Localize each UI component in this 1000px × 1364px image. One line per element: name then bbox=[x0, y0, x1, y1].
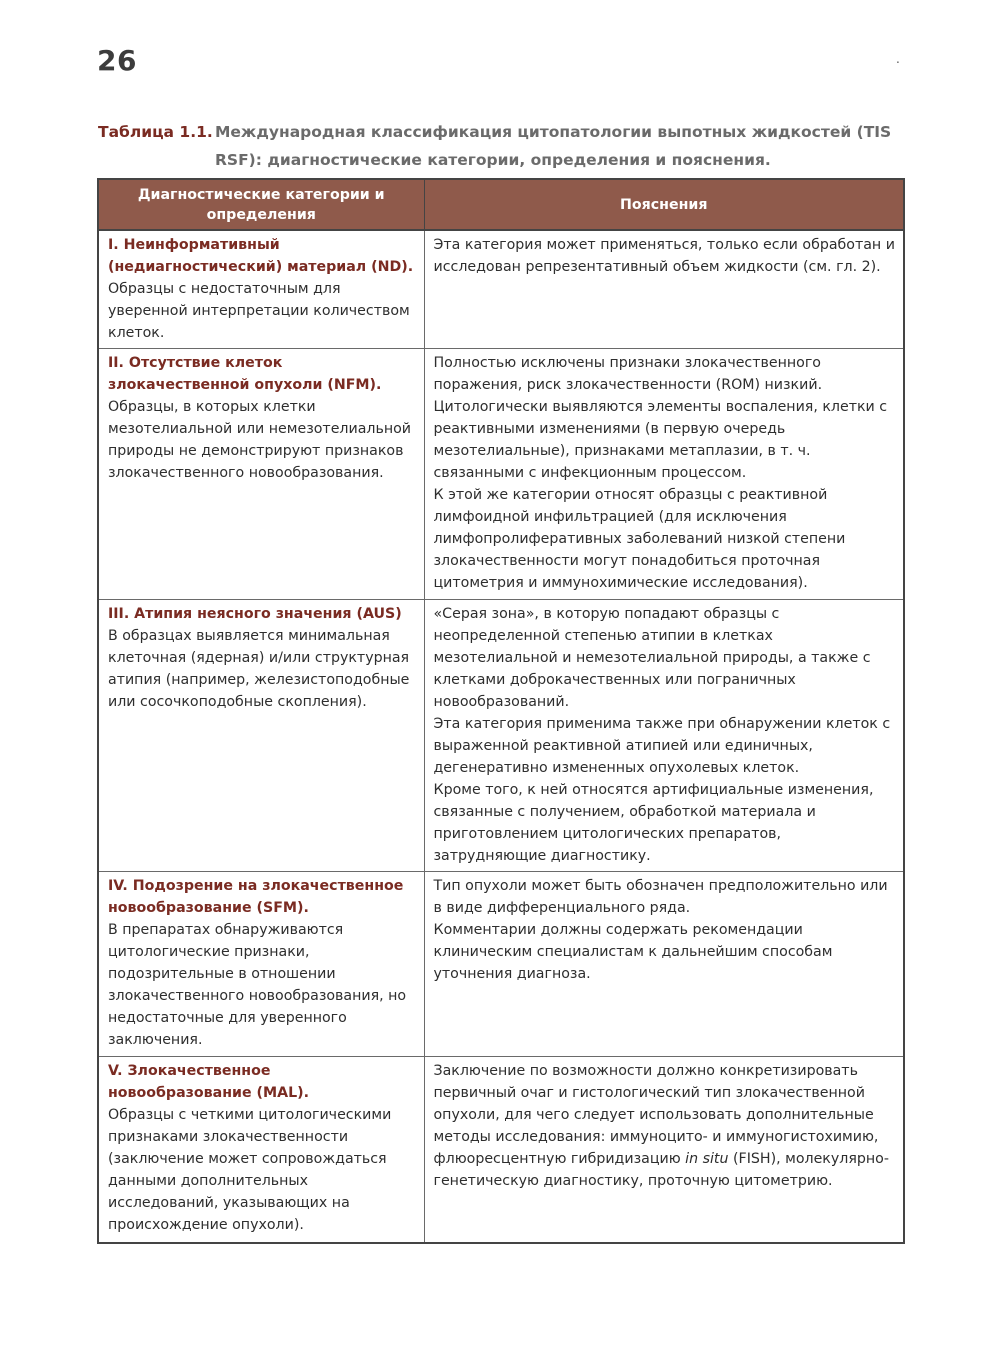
category-definition: В образцах выявляется минимальная клеточная (ядерная) и/или структурная атипия (например, железистоподобные или сосочкоподобные скопления). bbox=[108, 628, 410, 710]
classification-table bbox=[97, 178, 903, 1244]
explanation-cell bbox=[424, 1057, 904, 1243]
explanation-cell bbox=[424, 349, 904, 600]
explanation-cell bbox=[424, 230, 904, 349]
page-dot: . bbox=[896, 52, 900, 66]
explanation-text bbox=[434, 1060, 896, 1192]
category-cell bbox=[98, 230, 424, 349]
explanation-cell bbox=[424, 872, 904, 1057]
category-definition: Образцы, в которых клетки мезотелиальной или немезотелиальной природы не демонстрируют признаков злокачественного новообразования. bbox=[108, 399, 412, 481]
category-cell bbox=[98, 872, 424, 1057]
table-header-row bbox=[98, 179, 904, 230]
caption-label: Таблица 1.1. bbox=[98, 123, 213, 141]
category-title: I. Неинформативный (недиагностический) материал (ND). bbox=[108, 237, 414, 275]
caption-text: Международная классификация цитопатологии выпотных жидкостей (TIS RSF): диагностические категории, определения и пояснения. bbox=[215, 123, 892, 169]
header-explanations: Пояснения bbox=[424, 179, 904, 230]
table-row bbox=[98, 600, 904, 872]
table-row bbox=[98, 349, 904, 600]
category-cell bbox=[98, 349, 424, 600]
page-number: 26 bbox=[97, 44, 137, 77]
explanation-text: Эта категория может применяться, только если обработан и исследован репрезентативный объем жидкости (см. гл. 2). bbox=[433, 237, 895, 275]
table-row bbox=[98, 1057, 904, 1243]
header-categories: Диагностические категории и определения bbox=[98, 179, 424, 230]
category-definition: Образцы с четкими цитологическими признаками злокачественности (заключение может сопровождаться данными дополнительных исследований, указывающих на происхождение опухоли). bbox=[108, 1107, 392, 1233]
category-title: II. Отсутствие клеток злокачественной опухоли (NFM). bbox=[108, 355, 382, 393]
explanation-cell bbox=[424, 600, 904, 872]
table-caption bbox=[98, 118, 910, 174]
explanation-text: «Серая зона», в которую попадают образцы с неопределенной степенью атипии в клетках мезотелиальной и немезотелиальной природы, а также с клетками доброкачественных или пограничных новообразований. Эта категория применима также при обнаружении клеток с выраженной реактивной атипией или единичных, дегенеративно измененных опухолевых клеток. Кроме того, к ней относятся артифициальные изменения, связанные с получением, обработкой материала и приготовлением цитологических препаратов, затрудняющие диагностику. bbox=[433, 606, 891, 864]
explanation-text-part: (FISH), молекулярно-генетическую диагностику, проточную цитометрию. bbox=[433, 1151, 889, 1189]
category-definition: В препаратах обнаруживаются цитологические признаки, подозрительные в отношении злокачественного новообразования, но недостаточные для уверенного заключения. bbox=[108, 922, 407, 1048]
category-title: IV. Подозрение на злокачественное новообразование (SFM). bbox=[108, 878, 404, 916]
table-row bbox=[98, 230, 904, 349]
explanation-text: Тип опухоли может быть обозначен предположительно или в виде дифференциального ряда. Комментарии должны содержать рекомендации клиническим специалистам к дальнейшим способам уточнения диагноза. bbox=[433, 878, 888, 982]
category-cell bbox=[98, 1057, 424, 1243]
explanation-text: Полностью исключены признаки злокачественного поражения, риск злокачественности (ROM) низкий. Цитологически выявляются элементы воспаления, клетки с реактивными изменениями (в первую очередь мезотелиальные), признаками метаплазии, в т. ч. связанными с инфекционным процессом. К этой же категории относят образцы с реактивной лимфоидной инфильтрацией (для исключения лимфопролиферативных заболеваний низкой степени злокачественности могут понадобиться проточная цитометрия и иммунохимические исследования). bbox=[433, 355, 888, 591]
explanation-italic-term: in situ bbox=[685, 1151, 729, 1167]
table-row bbox=[98, 872, 904, 1057]
table bbox=[97, 178, 905, 1244]
explanation-text-part: Заключение по возможности должно конкретизировать первичный очаг и гистологический тип злокачественной опухоли, для чего следует использовать дополнительные методы исследования: иммуноцито- и иммуногистохимию, флюоресцентную гибридизацию bbox=[433, 1063, 879, 1167]
category-title: III. Атипия неясного значения (AUS) bbox=[108, 606, 402, 622]
category-definition: Образцы с недостаточным для уверенной интерпретации количеством клеток. bbox=[108, 281, 410, 341]
category-title: V. Злокачественное новообразование (MAL). bbox=[108, 1063, 310, 1101]
category-cell bbox=[98, 600, 424, 872]
